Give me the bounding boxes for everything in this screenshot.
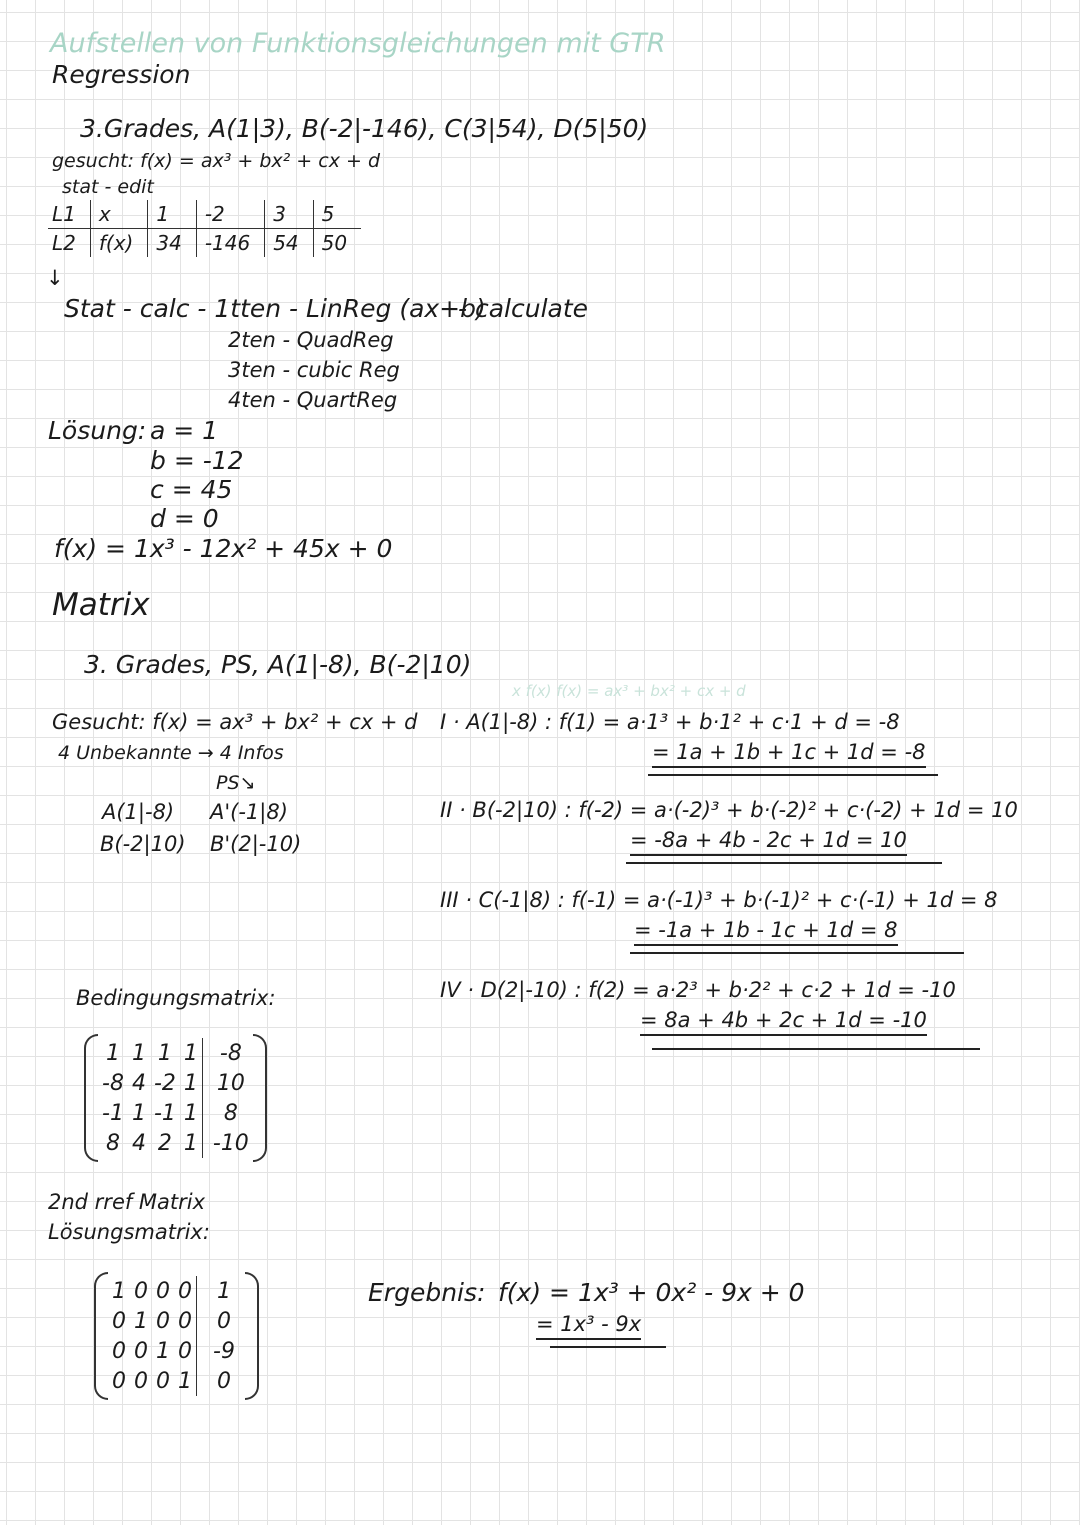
table-row (48, 200, 361, 229)
solution-matrix-label: Lösungsmatrix: (48, 1220, 210, 1244)
double-underline (652, 1048, 980, 1050)
matrix-cell: 1 (134, 1308, 148, 1334)
bracket-left (94, 1272, 108, 1400)
matrix-cell: 1 (131, 1100, 146, 1126)
matrix-cell: 0 (178, 1308, 192, 1334)
matrix-cell: 1 (131, 1040, 146, 1066)
equation-line: I · A(1|-8) : f(1) = a·1³ + b·1² + c·1 + d = -8 (440, 710, 900, 734)
matrix-cell: 0 (197, 1366, 246, 1396)
reg-option: 4ten - QuartReg (228, 388, 398, 412)
double-underline (630, 952, 964, 954)
table-cell: 50 (313, 229, 361, 258)
equation-line: III · C(-1|8) : f(-1) = a·(-1)³ + b·(-1)² + c·(-1) + 1d = 8 (440, 888, 998, 912)
matrix-cell: 0 (112, 1368, 126, 1394)
matrix-cell: 1 (156, 1338, 170, 1364)
bracket-right (245, 1272, 259, 1400)
regression-result: f(x) = 1x³ - 12x² + 45x + 0 (54, 534, 393, 563)
matrix-cell: 8 (202, 1098, 252, 1128)
solution-value: b = -12 (150, 446, 244, 475)
equation-line: = -1a + 1b - 1c + 1d = 8 (634, 920, 898, 946)
matrix-cell: 1 (197, 1276, 246, 1306)
matrix-cell: 10 (202, 1068, 252, 1098)
table-cell: -146 (196, 229, 264, 258)
matrix-cell: -8 (202, 1038, 252, 1068)
matrix-row (108, 1276, 245, 1306)
reg-option: 2ten - QuadReg (228, 328, 394, 352)
reg-option: 3ten - cubic Reg (228, 358, 400, 382)
stat-edit-label: stat - edit (62, 176, 154, 198)
table-cell: x (90, 200, 147, 229)
matrix-cell: 0 (197, 1306, 246, 1336)
table-cell: 5 (313, 200, 361, 229)
rref-label: 2nd rref Matrix (48, 1190, 206, 1214)
solution-label: Lösung: (48, 416, 147, 445)
ps-label: PS↘ (216, 772, 256, 794)
matrix-cell: 0 (134, 1278, 148, 1304)
matrix-cell: -1 (102, 1100, 124, 1126)
equation-line: = -8a + 4b - 2c + 1d = 10 (630, 830, 907, 856)
matrix-cell: 8 (105, 1130, 120, 1156)
matrix-cell: 1 (183, 1040, 198, 1066)
matrix-cell: 2 (157, 1130, 172, 1156)
double-underline (550, 1346, 666, 1348)
table-cell: L2 (52, 231, 76, 255)
table-cell: 54 (265, 229, 313, 258)
regression-task: 3.Grades, A(1|3), B(-2|-146), C(3|54), D(5|50) (80, 114, 649, 143)
matrix-cell: -8 (102, 1070, 124, 1096)
matrix-row (108, 1366, 245, 1396)
matrix-cell: 0 (156, 1308, 170, 1334)
table-cell: 1 (148, 200, 196, 229)
condition-matrix-label: Bedingungsmatrix: (76, 986, 276, 1010)
section-regression-heading: Regression (52, 60, 191, 89)
point-label: A(1|-8) (102, 800, 175, 824)
matrix-cell: 0 (112, 1338, 126, 1364)
matrix-cell: 1 (183, 1100, 198, 1126)
stat-table (48, 200, 361, 257)
table-row (48, 229, 361, 258)
down-arrow-icon: ↓ (46, 266, 64, 290)
equation-line: = 8a + 4b + 2c + 1d = -10 (640, 1010, 927, 1036)
condition-matrix (84, 1034, 267, 1162)
matrix-cell: 1 (178, 1368, 192, 1394)
solution-value: d = 0 (150, 504, 219, 533)
result-label: Ergebnis: (368, 1278, 486, 1307)
point-label: B'(2|-10) (210, 832, 302, 856)
equation-line: IV · D(2|-10) : f(2) = a·2³ + b·2² + c·2 + 1d = -10 (440, 978, 956, 1002)
matrix-cell: -1 (153, 1100, 176, 1126)
double-underline (648, 774, 938, 776)
matrix-cell: 4 (131, 1070, 146, 1096)
matrix-row (98, 1038, 253, 1068)
table-cell: 34 (148, 229, 196, 258)
matrix-cell: 1 (112, 1278, 126, 1304)
section-matrix-heading: Matrix (52, 587, 150, 623)
matrix-cell: -2 (153, 1070, 176, 1096)
point-label: B(-2|10) (100, 832, 186, 856)
matrix-task: 3. Grades, PS, A(1|-8), B(-2|10) (84, 650, 472, 679)
regression-sought: gesucht: f(x) = ax³ + bx² + cx + d (52, 150, 381, 172)
matrix-cell: 0 (156, 1278, 170, 1304)
solution-value: a = 1 (150, 416, 219, 445)
page-title: Aufstellen von Funktionsgleichungen mit GTR (50, 28, 666, 59)
unknowns-note: 4 Unbekannte → 4 Infos (58, 742, 284, 764)
equation-line: = 1a + 1b + 1c + 1d = -8 (652, 742, 926, 768)
matrix-row (98, 1128, 253, 1158)
solution-value: c = 45 (150, 475, 233, 504)
table-cell: f(x) (90, 229, 147, 258)
matrix-cell: -9 (197, 1336, 246, 1366)
matrix-row (108, 1336, 245, 1366)
matrix-cell: 1 (105, 1040, 120, 1066)
matrix-cell: -10 (202, 1128, 252, 1158)
equation-line: II · B(-2|10) : f(-2) = a·(-2)³ + b·(-2)² + c·(-2) + 1d = 10 (440, 798, 1018, 822)
table-cell: -2 (196, 200, 264, 229)
calculate-label: - calculate (458, 294, 589, 323)
bracket-left (84, 1034, 98, 1162)
double-underline (626, 862, 942, 864)
point-label: A'(-1|8) (210, 800, 288, 824)
solution-matrix (94, 1272, 259, 1400)
matrix-cell: 1 (183, 1130, 198, 1156)
matrix-row (108, 1306, 245, 1336)
faint-note: x f(x) f(x) = ax³ + bx² + cx + d (512, 682, 746, 700)
matrix-cell: 0 (134, 1338, 148, 1364)
table-cell: 3 (265, 200, 313, 229)
matrix-row (98, 1098, 253, 1128)
matrix-sought: Gesucht: f(x) = ax³ + bx² + cx + d (52, 710, 418, 734)
matrix-cell: 0 (112, 1308, 126, 1334)
result-line: f(x) = 1x³ + 0x² - 9x + 0 (498, 1278, 805, 1307)
matrix-row (98, 1068, 253, 1098)
calc-instruction: Stat - calc - 1tten - LinReg (ax+b) (64, 294, 486, 323)
matrix-cell: 4 (131, 1130, 146, 1156)
matrix-cell: 0 (178, 1278, 192, 1304)
matrix-cell: 1 (183, 1070, 198, 1096)
matrix-cell: 0 (178, 1338, 192, 1364)
bracket-right (253, 1034, 267, 1162)
matrix-cell: 0 (156, 1368, 170, 1394)
result-line: = 1x³ - 9x (536, 1314, 641, 1340)
matrix-cell: 0 (134, 1368, 148, 1394)
table-cell: L1 (48, 200, 90, 229)
matrix-cell: 1 (157, 1040, 172, 1066)
